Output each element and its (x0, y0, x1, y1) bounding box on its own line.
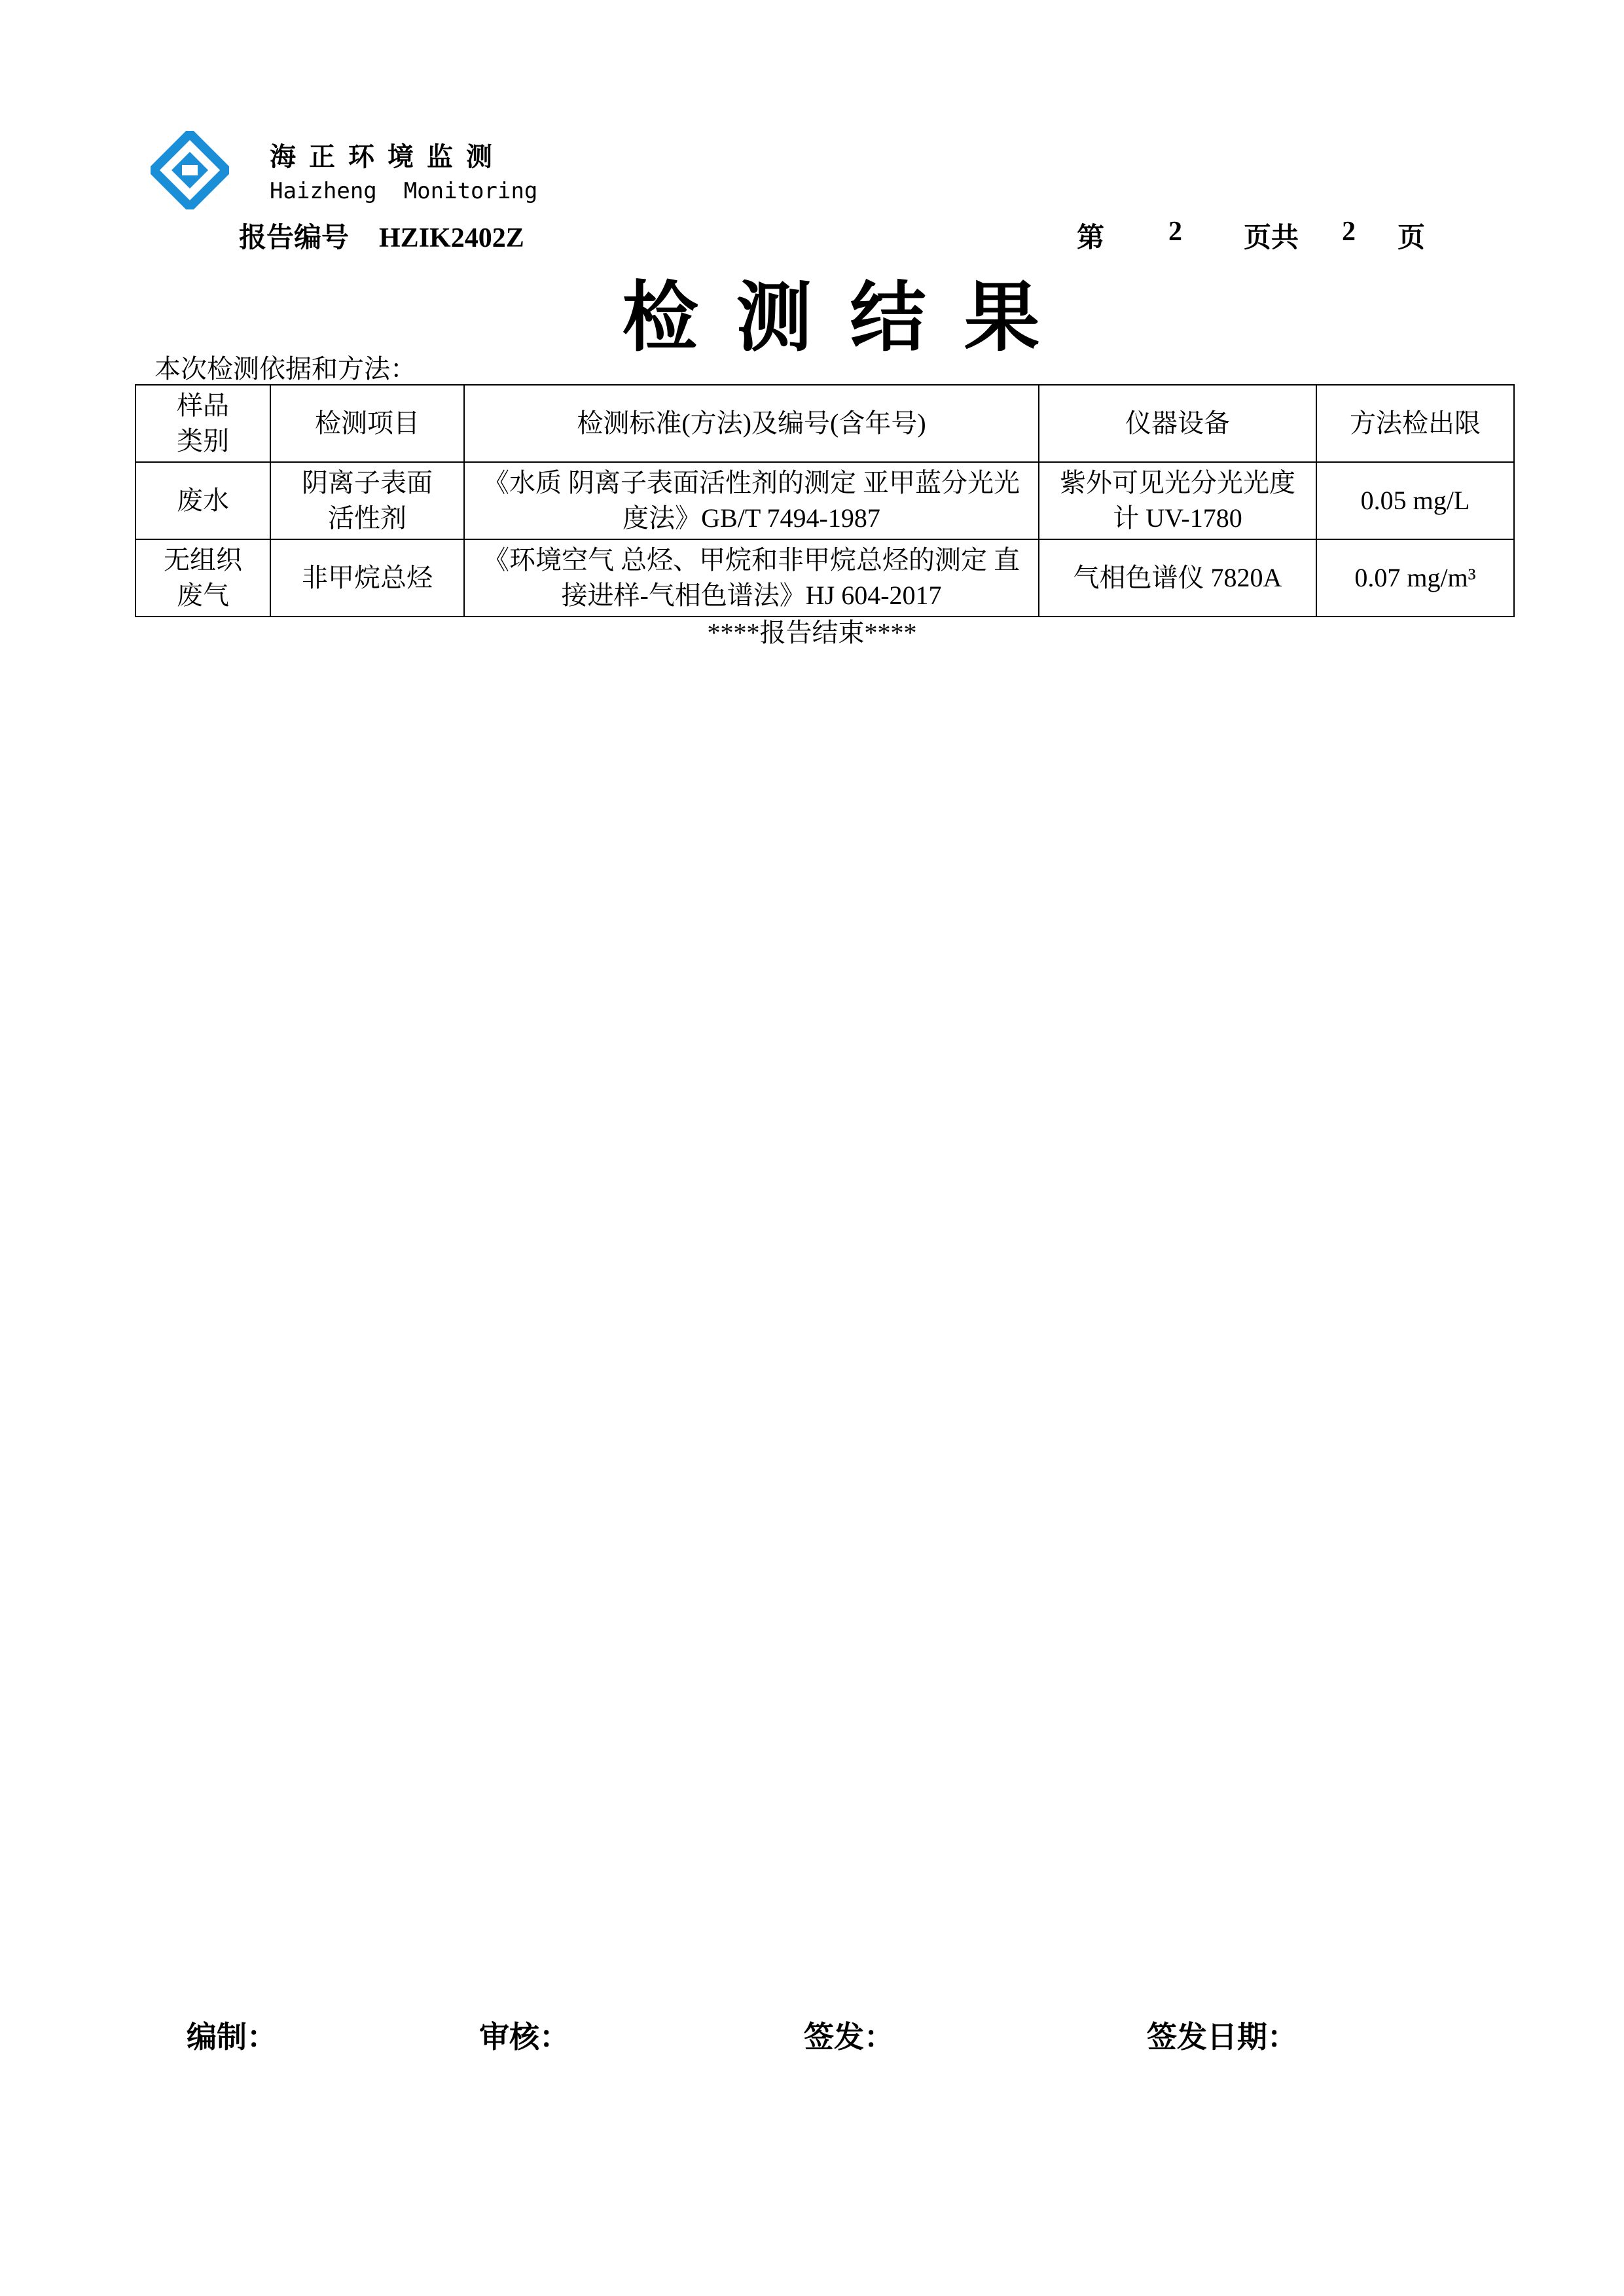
company-name-en: Haizheng Monitoring (270, 178, 538, 204)
header-sample-type: 样品类别 (135, 385, 270, 462)
header-standard: 检测标准(方法)及编号(含年号) (464, 385, 1039, 462)
page-indicator (1077, 216, 1443, 255)
table-row (135, 539, 1514, 617)
document-title: 检测结果 (622, 273, 1078, 362)
cell-instrument: 紫外可见光分光光度计 UV-1780 (1039, 462, 1316, 539)
methods-table (135, 384, 1515, 617)
cell-standard: 《环境空气 总烃、甲烷和非甲烷总烃的测定 直接进样-气相色谱法》HJ 604-2017 (464, 539, 1039, 617)
header-detection-limit: 方法检出限 (1316, 385, 1514, 462)
report-end-mark: ****报告结束**** (707, 618, 917, 647)
cell-test-item: 阴离子表面活性剂 (270, 462, 464, 539)
cell-sample-type: 废水 (135, 462, 270, 539)
report-number-line (239, 216, 524, 255)
signature-issued: 签发： (804, 2019, 894, 2054)
cell-instrument: 气相色谱仪 7820A (1039, 539, 1316, 617)
header-instrument: 仪器设备 (1039, 385, 1316, 462)
signature-reviewed: 审核： (479, 2019, 569, 2054)
cell-sample-type: 无组织废气 (135, 539, 270, 617)
basis-label: 本次检测依据和方法： (154, 354, 416, 384)
page-prefix: 第 (1077, 223, 1105, 253)
cell-detection-limit: 0.05 mg/L (1316, 462, 1514, 539)
header-test-item: 检测项目 (270, 385, 464, 462)
table-row (135, 462, 1514, 539)
signature-compiled: 编制： (187, 2019, 277, 2054)
company-logo-icon (151, 131, 229, 209)
cell-detection-limit: 0.07 mg/m³ (1316, 539, 1514, 617)
page-total: 2 (1342, 217, 1356, 247)
page-current: 2 (1168, 217, 1182, 247)
company-name-cn: 海正环境监测 (270, 142, 505, 172)
cell-standard: 《水质 阴离子表面活性剂的测定 亚甲蓝分光光度法》GB/T 7494-1987 (464, 462, 1039, 539)
page-suffix: 页 (1398, 223, 1426, 253)
table-header-row (135, 385, 1514, 462)
cell-test-item: 非甲烷总烃 (270, 539, 464, 617)
page-mid: 页共 (1244, 223, 1299, 253)
report-number: HZIK2402Z (379, 223, 524, 253)
signature-issue-date: 签发日期： (1147, 2019, 1297, 2054)
report-number-label: 报告编号 (239, 223, 350, 253)
